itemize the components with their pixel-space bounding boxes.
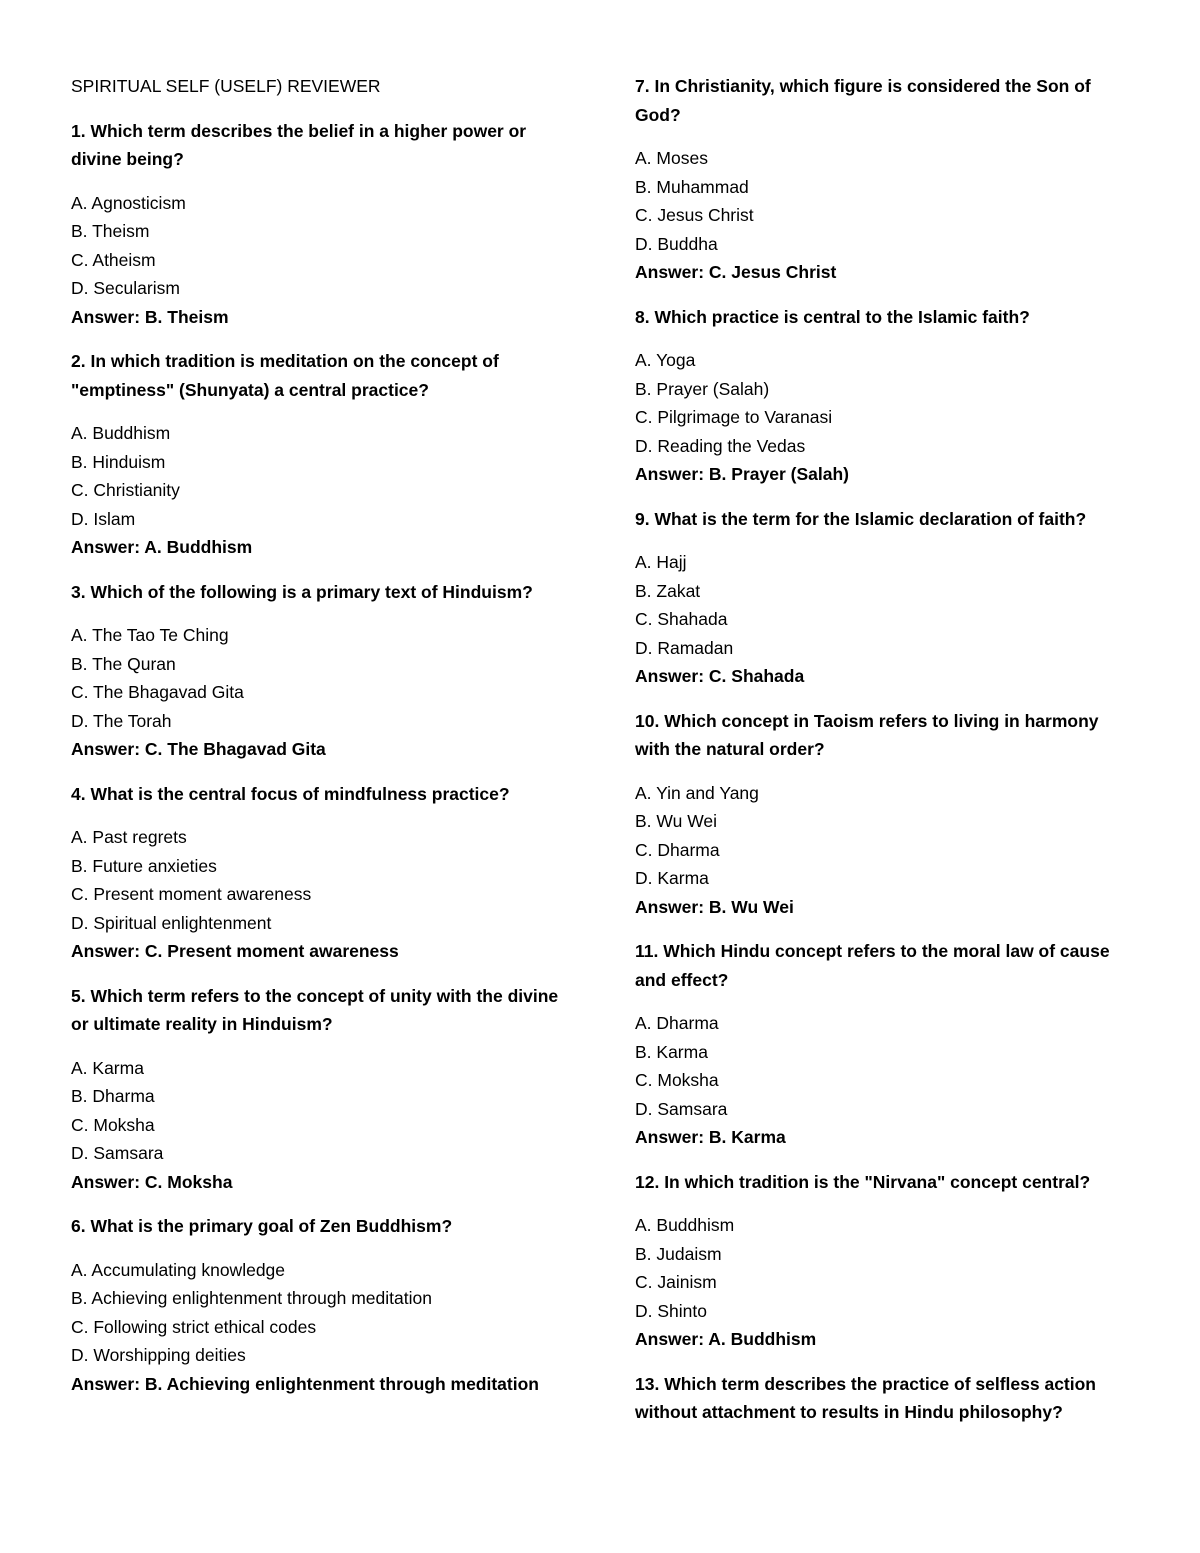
option-b: B. Prayer (Salah) xyxy=(635,378,770,399)
option-d: D. Shinto xyxy=(635,1300,707,1321)
option-a: A. Past regrets xyxy=(71,827,187,847)
option-c: C. Present moment awareness xyxy=(71,884,312,904)
option-a: A. Yin and Yang xyxy=(635,782,759,803)
option-d: D. Buddha xyxy=(635,233,718,254)
question-8 xyxy=(635,303,1135,489)
answer-line: Answer: C. Moksha xyxy=(71,1171,233,1192)
option-b: B. Karma xyxy=(635,1041,708,1062)
option-c: C. Atheism xyxy=(71,249,156,270)
option-b: B. Zakat xyxy=(635,580,701,601)
question-text: 12. In which tradition is the "Nirvana" concept central? xyxy=(635,1171,1091,1192)
document-title: SPIRITUAL SELF (USELF) REVIEWER xyxy=(71,76,381,96)
option-d: D. Samsara xyxy=(635,1098,728,1119)
question-text: 7. In Christianity, which figure is considered the Son of God? xyxy=(635,76,1091,125)
option-b: B. Future anxieties xyxy=(71,855,217,876)
option-a: A. Dharma xyxy=(635,1013,719,1033)
option-c: C. Shahada xyxy=(635,609,728,629)
option-c: C. Moksha xyxy=(635,1070,719,1090)
option-b: B. Achieving enlightenment through meditation xyxy=(71,1288,432,1308)
option-b: B. Dharma xyxy=(71,1086,155,1106)
option-c: C. Pilgrimage to Varanasi xyxy=(635,407,833,427)
question-2 xyxy=(71,347,571,562)
answer-line: Answer: B. Theism xyxy=(71,306,229,327)
option-c: C. Dharma xyxy=(635,839,720,860)
question-text: 13. Which term describes the practice of selfless action without attachment to results in Hindu philosophy? xyxy=(635,1373,1096,1422)
option-c: C. Christianity xyxy=(71,480,180,500)
question-5 xyxy=(71,982,571,1197)
option-c: C. Jainism xyxy=(635,1272,717,1292)
answer-line: Answer: B. Wu Wei xyxy=(635,896,794,917)
right-column xyxy=(635,72,1135,1443)
question-1 xyxy=(71,117,571,332)
option-d: D. Islam xyxy=(71,508,136,529)
question-text: 5. Which term refers to the concept of unity with the divine or ultimate reality in Hinduism? xyxy=(71,985,559,1034)
option-a: A. Buddhism xyxy=(71,423,171,443)
question-text: 10. Which concept in Taoism refers to living in harmony with the natural order? xyxy=(635,710,1099,759)
question-11 xyxy=(635,937,1135,1152)
option-b: B. Wu Wei xyxy=(635,811,718,831)
option-a: A. Moses xyxy=(635,148,708,168)
question-3 xyxy=(71,578,571,764)
option-b: B. Muhammad xyxy=(635,176,749,197)
answer-line: Answer: C. Jesus Christ xyxy=(635,262,837,282)
option-a: A. Hajj xyxy=(635,552,687,572)
option-d: D. Karma xyxy=(635,868,709,888)
option-a: A. The Tao Te Ching xyxy=(71,625,229,645)
option-d: D. Samsara xyxy=(71,1143,164,1163)
question-text: 9. What is the term for the Islamic declaration of faith? xyxy=(635,508,1087,529)
option-d: D. The Torah xyxy=(71,710,172,731)
question-9 xyxy=(635,505,1135,691)
left-column xyxy=(71,72,571,1414)
question-text: 1. Which term describes the belief in a higher power or divine being? xyxy=(71,120,527,169)
question-13 xyxy=(635,1370,1135,1427)
option-d: D. Reading the Vedas xyxy=(635,435,806,456)
option-d: D. Ramadan xyxy=(635,637,734,658)
option-a: A. Karma xyxy=(71,1057,144,1078)
question-6 xyxy=(71,1212,571,1398)
option-b: B. Hinduism xyxy=(71,451,166,472)
option-c: C. Following strict ethical codes xyxy=(71,1316,317,1337)
question-text: 4. What is the central focus of mindfulness practice? xyxy=(71,783,510,804)
option-b: B. Theism xyxy=(71,221,150,241)
question-12 xyxy=(635,1168,1135,1354)
question-text: 8. Which practice is central to the Islamic faith? xyxy=(635,306,1030,327)
option-a: A. Agnosticism xyxy=(71,192,186,213)
answer-line: Answer: A. Buddhism xyxy=(635,1329,817,1349)
option-d: D. Worshipping deities xyxy=(71,1345,246,1365)
question-text: 6. What is the primary goal of Zen Buddhism? xyxy=(71,1216,453,1236)
option-c: C. The Bhagavad Gita xyxy=(71,682,244,702)
question-text: 3. Which of the following is a primary text of Hinduism? xyxy=(71,581,533,602)
answer-line: Answer: B. Achieving enlightenment through meditation xyxy=(71,1373,539,1394)
option-b: B. Judaism xyxy=(635,1243,722,1264)
option-a: A. Buddhism xyxy=(635,1215,735,1235)
option-a: A. Yoga xyxy=(635,350,696,370)
option-d: D. Secularism xyxy=(71,278,180,298)
answer-line: Answer: B. Prayer (Salah) xyxy=(635,464,849,484)
answer-line: Answer: B. Karma xyxy=(635,1127,786,1147)
question-10 xyxy=(635,707,1135,922)
answer-line: Answer: C. The Bhagavad Gita xyxy=(71,739,326,759)
option-b: B. The Quran xyxy=(71,653,176,674)
answer-line: Answer: C. Present moment awareness xyxy=(71,941,399,961)
answer-line: Answer: A. Buddhism xyxy=(71,537,253,557)
option-a: A. Accumulating knowledge xyxy=(71,1259,286,1280)
answer-line: Answer: C. Shahada xyxy=(635,666,805,686)
option-c: C. Jesus Christ xyxy=(635,205,754,225)
question-text: 2. In which tradition is meditation on the concept of "emptiness" (Shunyata) a central practice? xyxy=(71,351,499,400)
question-7 xyxy=(635,72,1135,287)
option-d: D. Spiritual enlightenment xyxy=(71,912,272,933)
question-text: 11. Which Hindu concept refers to the moral law of cause and effect? xyxy=(635,941,1110,990)
question-4 xyxy=(71,780,571,966)
option-c: C. Moksha xyxy=(71,1114,155,1135)
